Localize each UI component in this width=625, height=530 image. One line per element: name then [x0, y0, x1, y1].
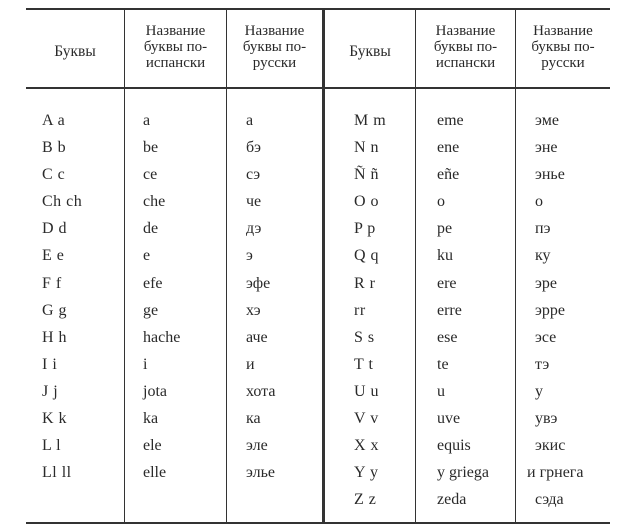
spanish-name-cell: be [143, 139, 159, 157]
spanish-name-cell: eme [437, 112, 464, 129]
russian-name-cell: э [246, 247, 253, 265]
center-divider [322, 8, 325, 524]
right-spanish-column [437, 107, 489, 513]
letter-cell: S s [354, 328, 375, 346]
letter-cell: H h [42, 328, 68, 346]
russian-name-cell: а [246, 112, 254, 129]
left-letters-column [42, 107, 82, 486]
russian-name-cell: дэ [246, 220, 262, 238]
letter-cell: X x [354, 437, 380, 455]
russian-name-cell: экис [535, 437, 566, 455]
spanish-name-cell: y griega [437, 464, 489, 482]
russian-name-cell: бэ [246, 139, 262, 157]
letter-cell: Q q [354, 247, 380, 265]
letter-cell: P p [354, 220, 376, 238]
letter-cell: O o [354, 193, 380, 211]
column-divider [226, 8, 227, 524]
russian-name-cell: о [535, 193, 543, 211]
letter-cell: D d [42, 220, 68, 238]
header-letters-right [325, 44, 415, 60]
letter-cell: E e [42, 247, 65, 265]
letter-cell: Z z [354, 491, 377, 509]
letter-cell: T t [354, 355, 374, 373]
right-letters-column [354, 107, 386, 513]
letter-cell: Ñ ñ [354, 166, 380, 184]
russian-name-cell: эме [535, 112, 559, 129]
spanish-name-cell: ku [437, 247, 453, 265]
russian-name-cell: сэ [246, 166, 261, 184]
column-divider [515, 8, 516, 524]
russian-name-cell: аче [246, 328, 268, 346]
letter-cell: L l [42, 437, 62, 455]
letter-cell: rr [354, 301, 366, 319]
spanish-name-cell: e [143, 247, 151, 265]
left-spanish-column [143, 107, 180, 486]
header-line: испански [145, 55, 206, 71]
letter-cell: Y y [354, 464, 379, 482]
russian-name-cell: эрре [535, 301, 565, 319]
header-spanish-right [416, 23, 515, 71]
letter-cell: G g [42, 301, 68, 319]
left-russian-column [246, 107, 275, 486]
header-line: буквы по- [531, 39, 595, 55]
letter-cell: F f [42, 274, 62, 292]
header-letters-left [26, 44, 124, 60]
header-line: русски [541, 55, 585, 71]
letter-cell: M m [354, 112, 387, 129]
russian-name-cell: элье [246, 464, 275, 482]
russian-name-cell: эне [535, 139, 558, 157]
header-spanish-left [125, 23, 226, 71]
table-top-border [26, 8, 610, 10]
spanish-name-cell: erre [437, 301, 462, 319]
russian-name-cell: и [246, 355, 255, 373]
russian-name-cell: энье [535, 166, 565, 184]
spanish-name-cell: zeda [437, 491, 467, 509]
letter-cell: N n [354, 139, 380, 157]
russian-name-cell: ку [535, 247, 551, 265]
letter-cell: B b [42, 139, 67, 157]
russian-name-cell: и грнега [527, 464, 584, 482]
spanish-name-cell: ese [437, 328, 458, 346]
spanish-name-cell: ele [143, 437, 162, 455]
header-line: буквы по- [242, 39, 307, 55]
spanish-name-cell: u [437, 382, 445, 400]
header-line: Название [435, 23, 496, 39]
header-line: буквы по- [143, 39, 208, 55]
letter-cell: J j [42, 382, 59, 400]
russian-name-cell: пэ [535, 220, 551, 238]
letter-cell: V v [354, 410, 379, 428]
header-line: русски [252, 55, 297, 71]
header-line: Название [145, 23, 206, 39]
spanish-name-cell: elle [143, 464, 167, 482]
header-letters-label: Буквы [349, 43, 391, 60]
russian-name-cell: че [246, 193, 262, 211]
russian-name-cell: сэда [535, 491, 564, 509]
spanish-name-cell: ce [143, 166, 158, 184]
letter-cell: Ch ch [42, 193, 83, 211]
header-line: Название [533, 23, 593, 39]
letter-cell: I i [42, 355, 58, 373]
russian-name-cell: у [535, 382, 543, 400]
russian-name-cell: хэ [246, 301, 261, 319]
letter-cell: Ll ll [42, 464, 72, 482]
russian-name-cell: ка [246, 410, 261, 428]
letter-cell: A a [42, 112, 66, 129]
russian-name-cell: эле [246, 437, 268, 455]
spanish-name-cell: equis [437, 437, 471, 455]
spanish-name-cell: jota [143, 382, 167, 400]
russian-name-cell: эфе [246, 274, 271, 292]
spanish-name-cell: de [143, 220, 159, 238]
spanish-name-cell: i [143, 355, 148, 373]
letter-cell: K k [42, 410, 68, 428]
spanish-name-cell: efe [143, 274, 163, 292]
header-line: буквы по- [433, 39, 498, 55]
table-bottom-border [26, 522, 610, 524]
spanish-name-cell: pe [437, 220, 453, 238]
spanish-name-cell: uve [437, 410, 461, 428]
header-letters-label: Буквы [54, 43, 96, 60]
column-divider [415, 8, 416, 524]
spanish-name-cell: che [143, 193, 166, 211]
spanish-name-cell: hache [143, 328, 181, 346]
spanish-name-cell: ge [143, 301, 159, 319]
letter-cell: C c [42, 166, 66, 184]
letter-cell: U u [354, 382, 380, 400]
russian-name-cell: эсе [535, 328, 557, 346]
russian-name-cell: тэ [535, 355, 550, 373]
spanish-name-cell: a [143, 112, 151, 129]
spanish-name-cell: te [437, 355, 449, 373]
column-divider [124, 8, 125, 524]
header-russian-left [227, 23, 322, 71]
spanish-name-cell: ene [437, 139, 460, 157]
right-russian-column [527, 107, 584, 513]
header-line: испански [435, 55, 496, 71]
russian-name-cell: эре [535, 274, 557, 292]
header-bottom-border [26, 87, 610, 89]
letter-cell: R r [354, 274, 376, 292]
russian-name-cell: увэ [535, 410, 558, 428]
spanish-name-cell: ere [437, 274, 457, 292]
spanish-name-cell: o [437, 193, 445, 211]
header-russian-right [516, 23, 610, 71]
spanish-name-cell: ka [143, 410, 159, 428]
header-line: Название [244, 23, 305, 39]
spanish-name-cell: eñe [437, 166, 460, 184]
russian-name-cell: хота [246, 382, 276, 400]
